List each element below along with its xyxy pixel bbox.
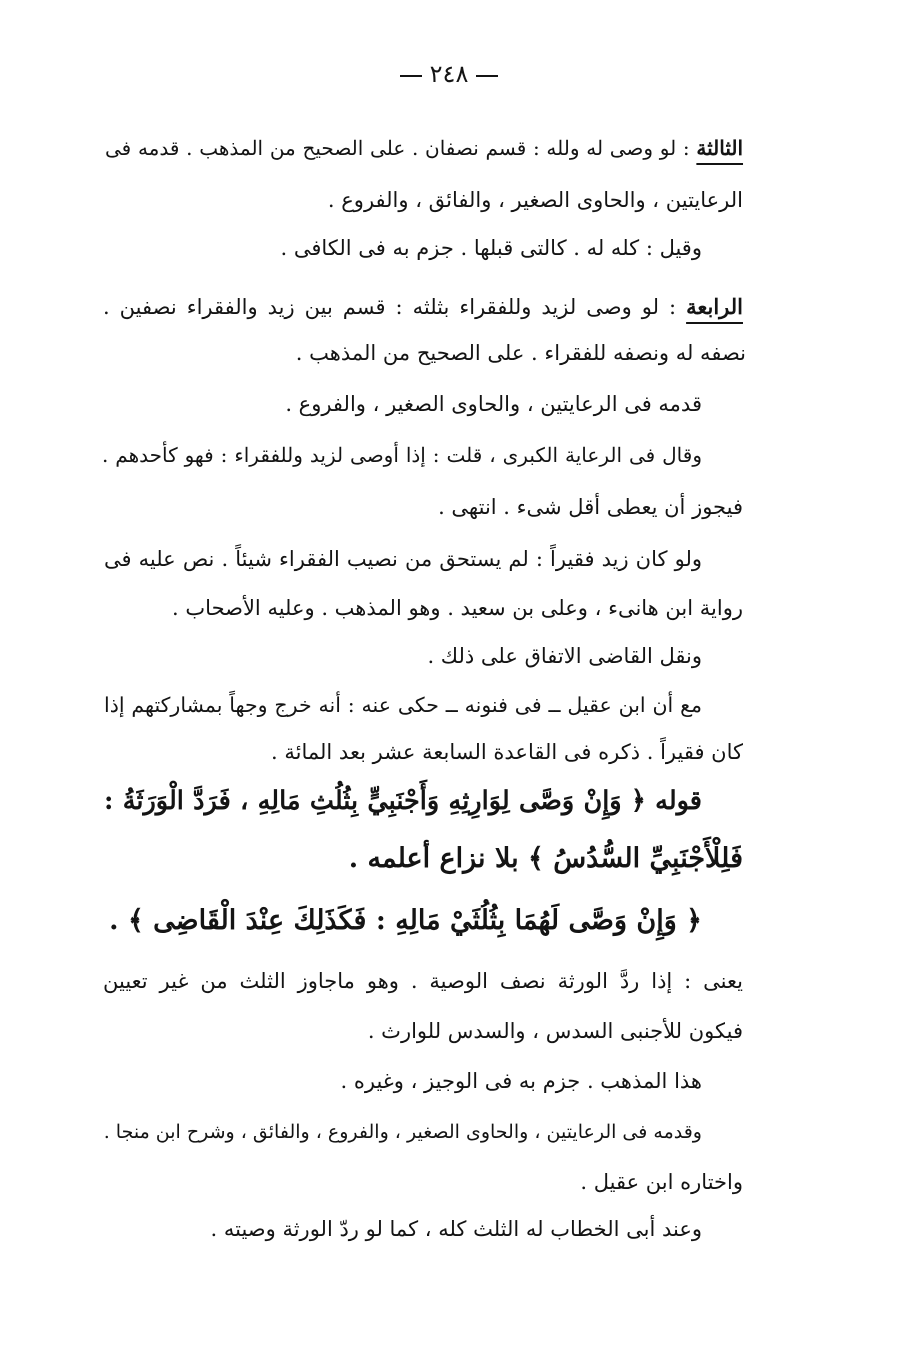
line-text: قوله ﴿ وَإِنْ وَصَّى لِوَارِثِهِ وَأَجْنَبِيٍّ بِثُلُثِ مَالِهِ ، فَرَدَّ الْوَرَثَةُ : [104, 786, 702, 816]
dash-right [400, 75, 422, 77]
page-number [0, 60, 898, 88]
line-text: وقيل : كله له . كالتى قبلها . جزم به فى الكافى . [280, 236, 702, 260]
text-line-1 [105, 133, 743, 165]
line-text: ولو كان زيد فقيراً : لم يستحق من نصيب الفقراء شيئاً . نص عليه فى [104, 547, 702, 571]
line-text: فَلِلْأَجْنَبِيِّ السُّدُسُ ﴾ بلا نزاع أعلمه . [348, 843, 743, 874]
text-line-22 [211, 1214, 702, 1246]
line-text: ﴿ وَإِنْ وَصَّى لَهُمَا بِثُلُثَيْ مَالِهِ : فَكَذَلِكَ عِنْدَ الْقَاضِى ﴾ . [109, 905, 702, 936]
line-text: واختاره ابن عقيل . [580, 1170, 743, 1194]
line-text: هذا المذهب . جزم به فى الوجيز ، وغيره . [340, 1069, 702, 1093]
text-line-6 [285, 389, 702, 421]
line-text: وعند أبى الخطاب له الثلث كله ، كما لو ردّ الورثة وصيته . [210, 1217, 702, 1241]
line-text: قدمه فى الرعايتين ، والحاوى الصغير ، والفروع . [285, 392, 702, 416]
quoted-statement-line-2 [349, 838, 743, 882]
text-line-4 [103, 292, 743, 324]
text-line-18 [368, 1016, 743, 1048]
text-line-9 [104, 544, 702, 576]
line-text: مع أن ابن عقيل ــ فى فنونه ــ حكى عنه : أنه خرج وجهاً بمشاركتهم إذا [104, 693, 702, 717]
line-text: فيجوز أن يعطى أقل شىء . انتهى . [438, 495, 743, 519]
text-line-21 [580, 1167, 743, 1199]
text-line-3 [280, 233, 702, 265]
text-line-8 [438, 492, 743, 524]
text-line-2 [328, 185, 743, 217]
line-text: فيكون للأجنبى السدس ، والسدس للوارث . [367, 1019, 743, 1043]
section-heading-third: الثالثة [696, 136, 744, 160]
text-line-10 [172, 593, 743, 625]
text-line-17 [103, 966, 743, 998]
text-line-12 [104, 690, 702, 722]
quoted-statement-line-3 [109, 900, 702, 944]
line-text: : لو وصى له ولله : قسم نصفان . على الصحيح من المذهب . قدمه فى [105, 136, 690, 160]
text-line-11 [427, 641, 702, 673]
text-line-7 [102, 440, 702, 472]
page-number-text: ٢٤٨ [429, 60, 469, 88]
text-line-13 [271, 737, 743, 769]
text-line-5 [296, 338, 746, 370]
line-text: وقال فى الرعاية الكبرى ، قلت : إذا أوصى لزيد وللفقراء : فهو كأحدهم . [102, 443, 702, 467]
line-text: يعنى : إذا ردَّ الورثة نصف الوصية . وهو ماجاوز الثلث من غير تعيين [103, 969, 743, 993]
dash-left [476, 75, 498, 77]
line-text: الرعايتين ، والحاوى الصغير ، والفائق ، والفروع . [327, 188, 743, 212]
line-text: نصفه له ونصفه للفقراء . على الصحيح من المذهب . [295, 341, 746, 365]
line-text: : لو وصى لزيد وللفقراء بثلثه : قسم بين زيد والفقراء نصفين . [103, 295, 677, 319]
line-text: رواية ابن هانىء ، وعلى بن سعيد . وهو المذهب . وعليه الأصحاب . [172, 596, 743, 620]
text-line-20 [104, 1117, 702, 1149]
section-heading-fourth: الرابعة [686, 294, 743, 319]
line-text: وقدمه فى الرعايتين ، والحاوى الصغير ، والفروع ، والفائق ، وشرح ابن منجا . [103, 1121, 702, 1143]
line-text: كان فقيراً . ذكره فى القاعدة السابعة عشر بعد المائة . [271, 740, 743, 764]
quoted-statement-line-1 [104, 780, 702, 824]
line-text: ونقل القاضى الاتفاق على ذلك . [427, 644, 702, 668]
text-line-19 [341, 1066, 702, 1098]
